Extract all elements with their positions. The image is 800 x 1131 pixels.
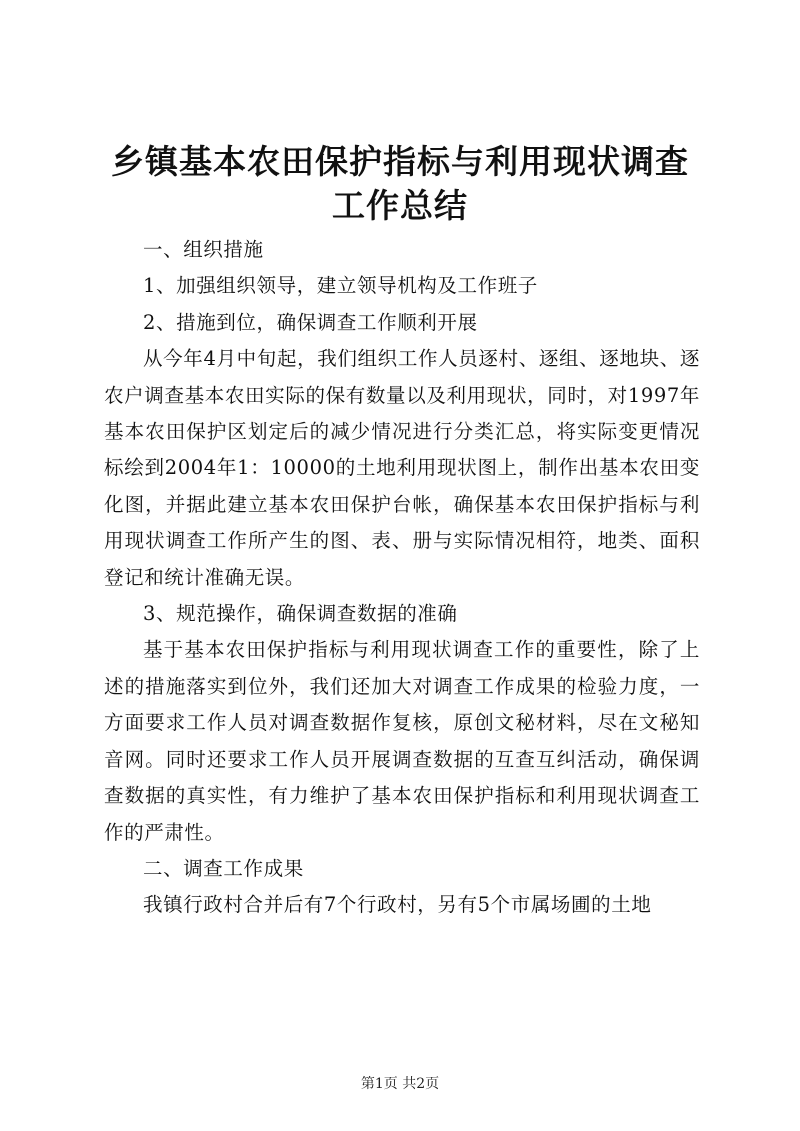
body-paragraph: 我镇行政村合并后有7个行政村，另有5个市属场圃的土地 xyxy=(143,893,652,917)
subsection-heading: 1、加强组织领导，建立领导机构及工作班子 xyxy=(143,274,538,298)
body-paragraph: 从今年4月中旬起，我们组织工作人员逐村、逐组、逐地块、逐农户调查基本农田实际的保有数量以及利用现状，同时，对1997年基本农田保护区划定后的减少情况进行分类汇总，将实际变更情况标绘到2004年1：10000的土地利用现状图上，制作出基本农田变化图，并据此建立基本农田保护台帐，确保基本农田保护指标与利用现状调查工作所产生的图、表、册与实际情况相符，地类、面积登记和统计准确无误。 xyxy=(104,347,700,589)
page-number-footer: 第1页 共2页 xyxy=(360,1076,440,1092)
subsection-heading: 2、措施到位，确保调查工作顺利开展 xyxy=(143,310,478,334)
section-heading: 一、组织措施 xyxy=(143,238,264,261)
body-paragraph: 基于基本农田保护指标与利用现状调查工作的重要性，除了上述的措施落实到位外，我们还加大对调查工作成果的检验力度，一方面要求工作人员对调查数据作复核，原创文秘材料，尽在文秘知音网。同时还要求工作人员开展调查数据的互查互纠活动，确保调查数据的真实性，有力维护了基本农田保护指标和利用现状调查工作的严肃性。 xyxy=(104,638,700,844)
document-body xyxy=(104,232,700,924)
subsection-heading: 3、规范操作，确保调查数据的准确 xyxy=(143,602,458,626)
section-heading: 二、调查工作成果 xyxy=(143,856,304,880)
document-title: 乡镇基本农田保护指标与利用现状调查工作总结 xyxy=(111,142,689,225)
